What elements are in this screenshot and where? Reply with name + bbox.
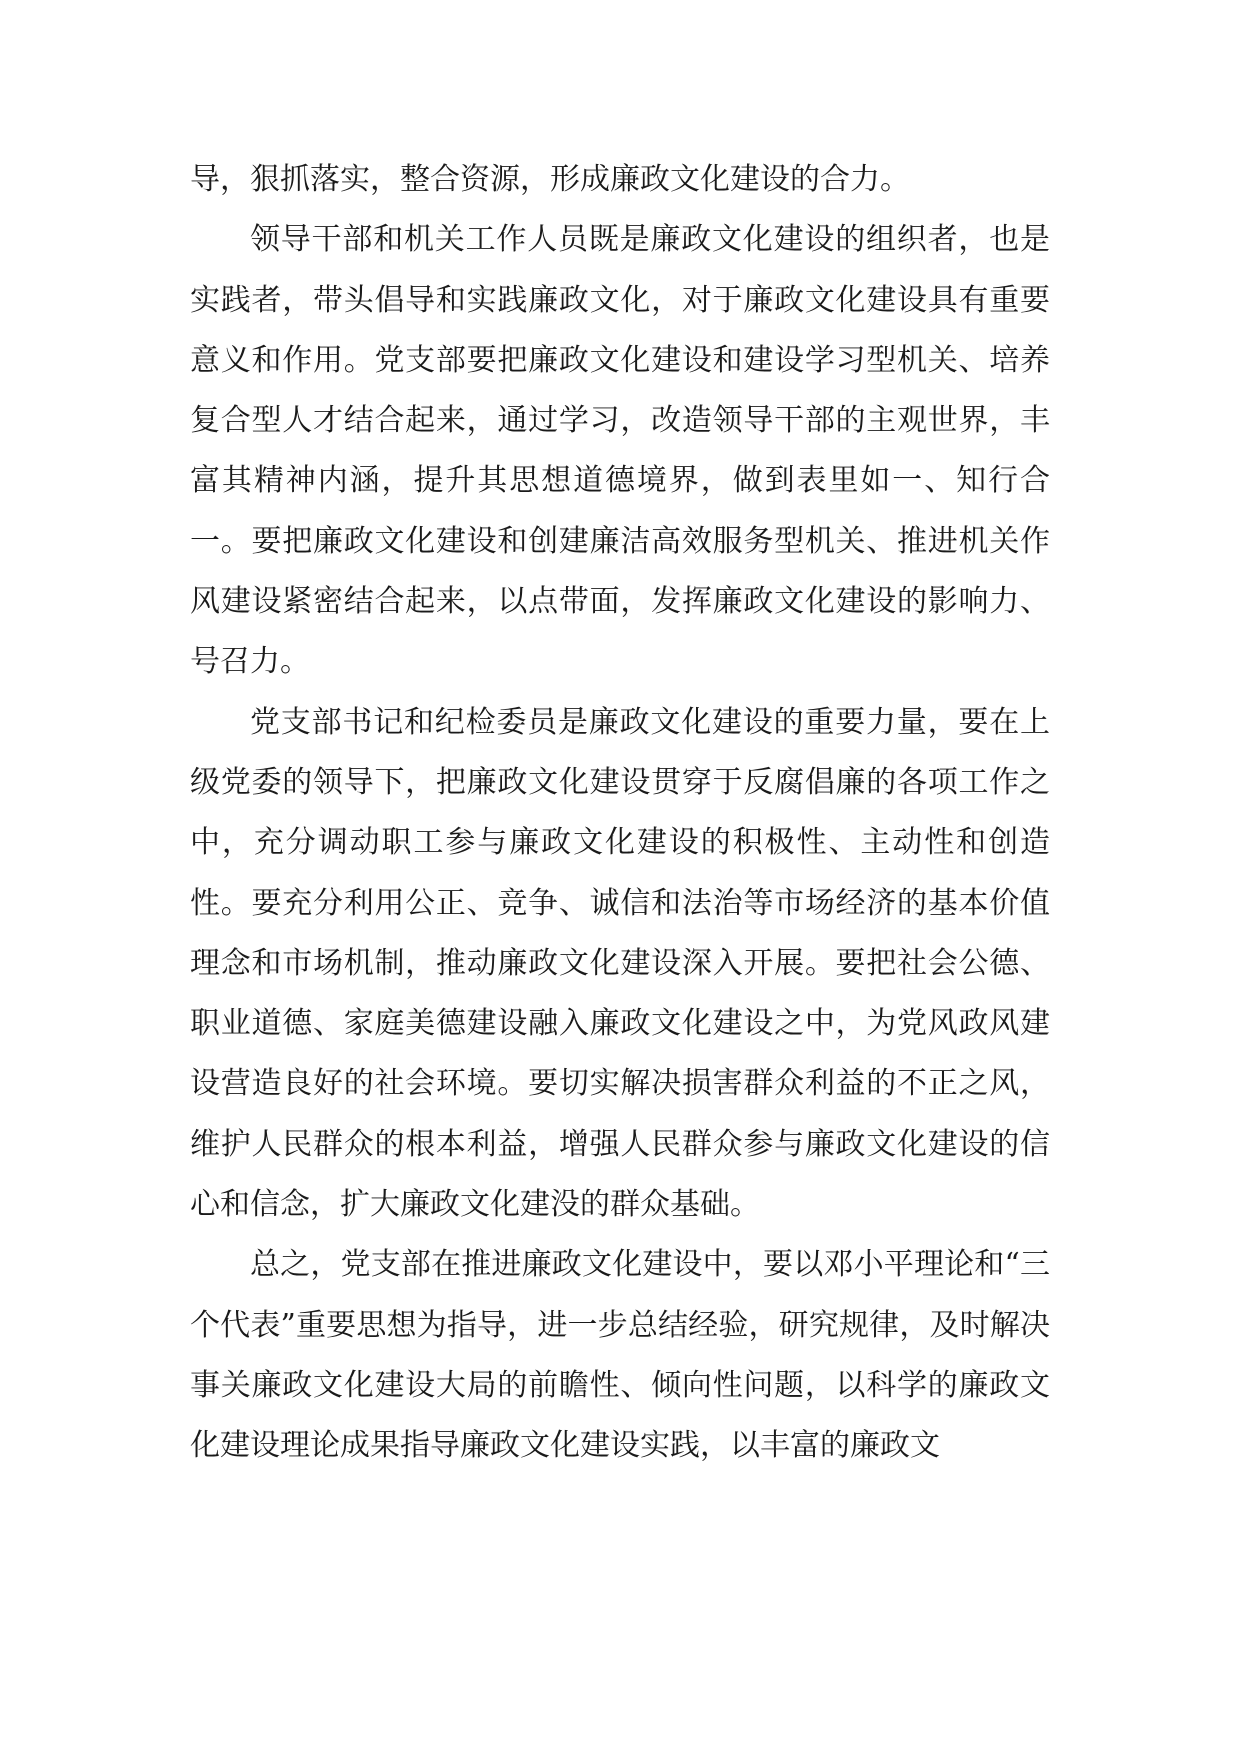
document-body [190,150,1050,1477]
paragraph-conclusion: 总之，党支部在推进廉政文化建设中，要以邓小平理论和“三个代表”重要思想为指导，进一步总结经验，研究规律，及时解决事关廉政文化建设大局的前瞻性、倾向性问题，以科学的廉政文化建设理论成果指导廉政文化建设实践，以丰富的廉政文 [190,1247,1050,1464]
paragraph-continuation: 导，狠抓落实，整合资源，形成廉政文化建设的合力。 [190,162,910,197]
paragraph-party-secretary: 党支部书记和纪检委员是廉政文化建设的重要力量，要在上级党委的领导下，把廉政文化建设贯穿于反腐倡廉的各项工作之中，充分调动职工参与廉政文化建设的积极性、主动性和创造性。要充分利用公正、竞争、诚信和法治等市场经济的基本价值理念和市场机制，推动廉政文化建设深入开展。要把社会公德、职业道德、家庭美德建设融入廉政文化建设之中，为党风政风建设营造良好的社会环境。要切实解决损害群众利益的不正之风，维护人民群众的根本利益，增强人民群众参与廉政文化建设的信心和信念，扩大廉政文化建没的群众基础。 [190,704,1050,1223]
paragraph-leadership-cadres: 领导干部和机关工作人员既是廉政文化建设的组织者，也是实践者，带头倡导和实践廉政文化，对于廉政文化建设具有重要意义和作用。党支部要把廉政文化建设和建设学习型机关、培养复合型人才结合起来，通过学习，改造领导干部的主观世界，丰富其精神内涵，提升其思想道德境界，做到表里如一、知行合一。要把廉政文化建设和创建廉洁高效服务型机关、推进机关作风建设紧密结合起来，以点带面，发挥廉政文化建设的影响力、号召力。 [190,222,1050,680]
